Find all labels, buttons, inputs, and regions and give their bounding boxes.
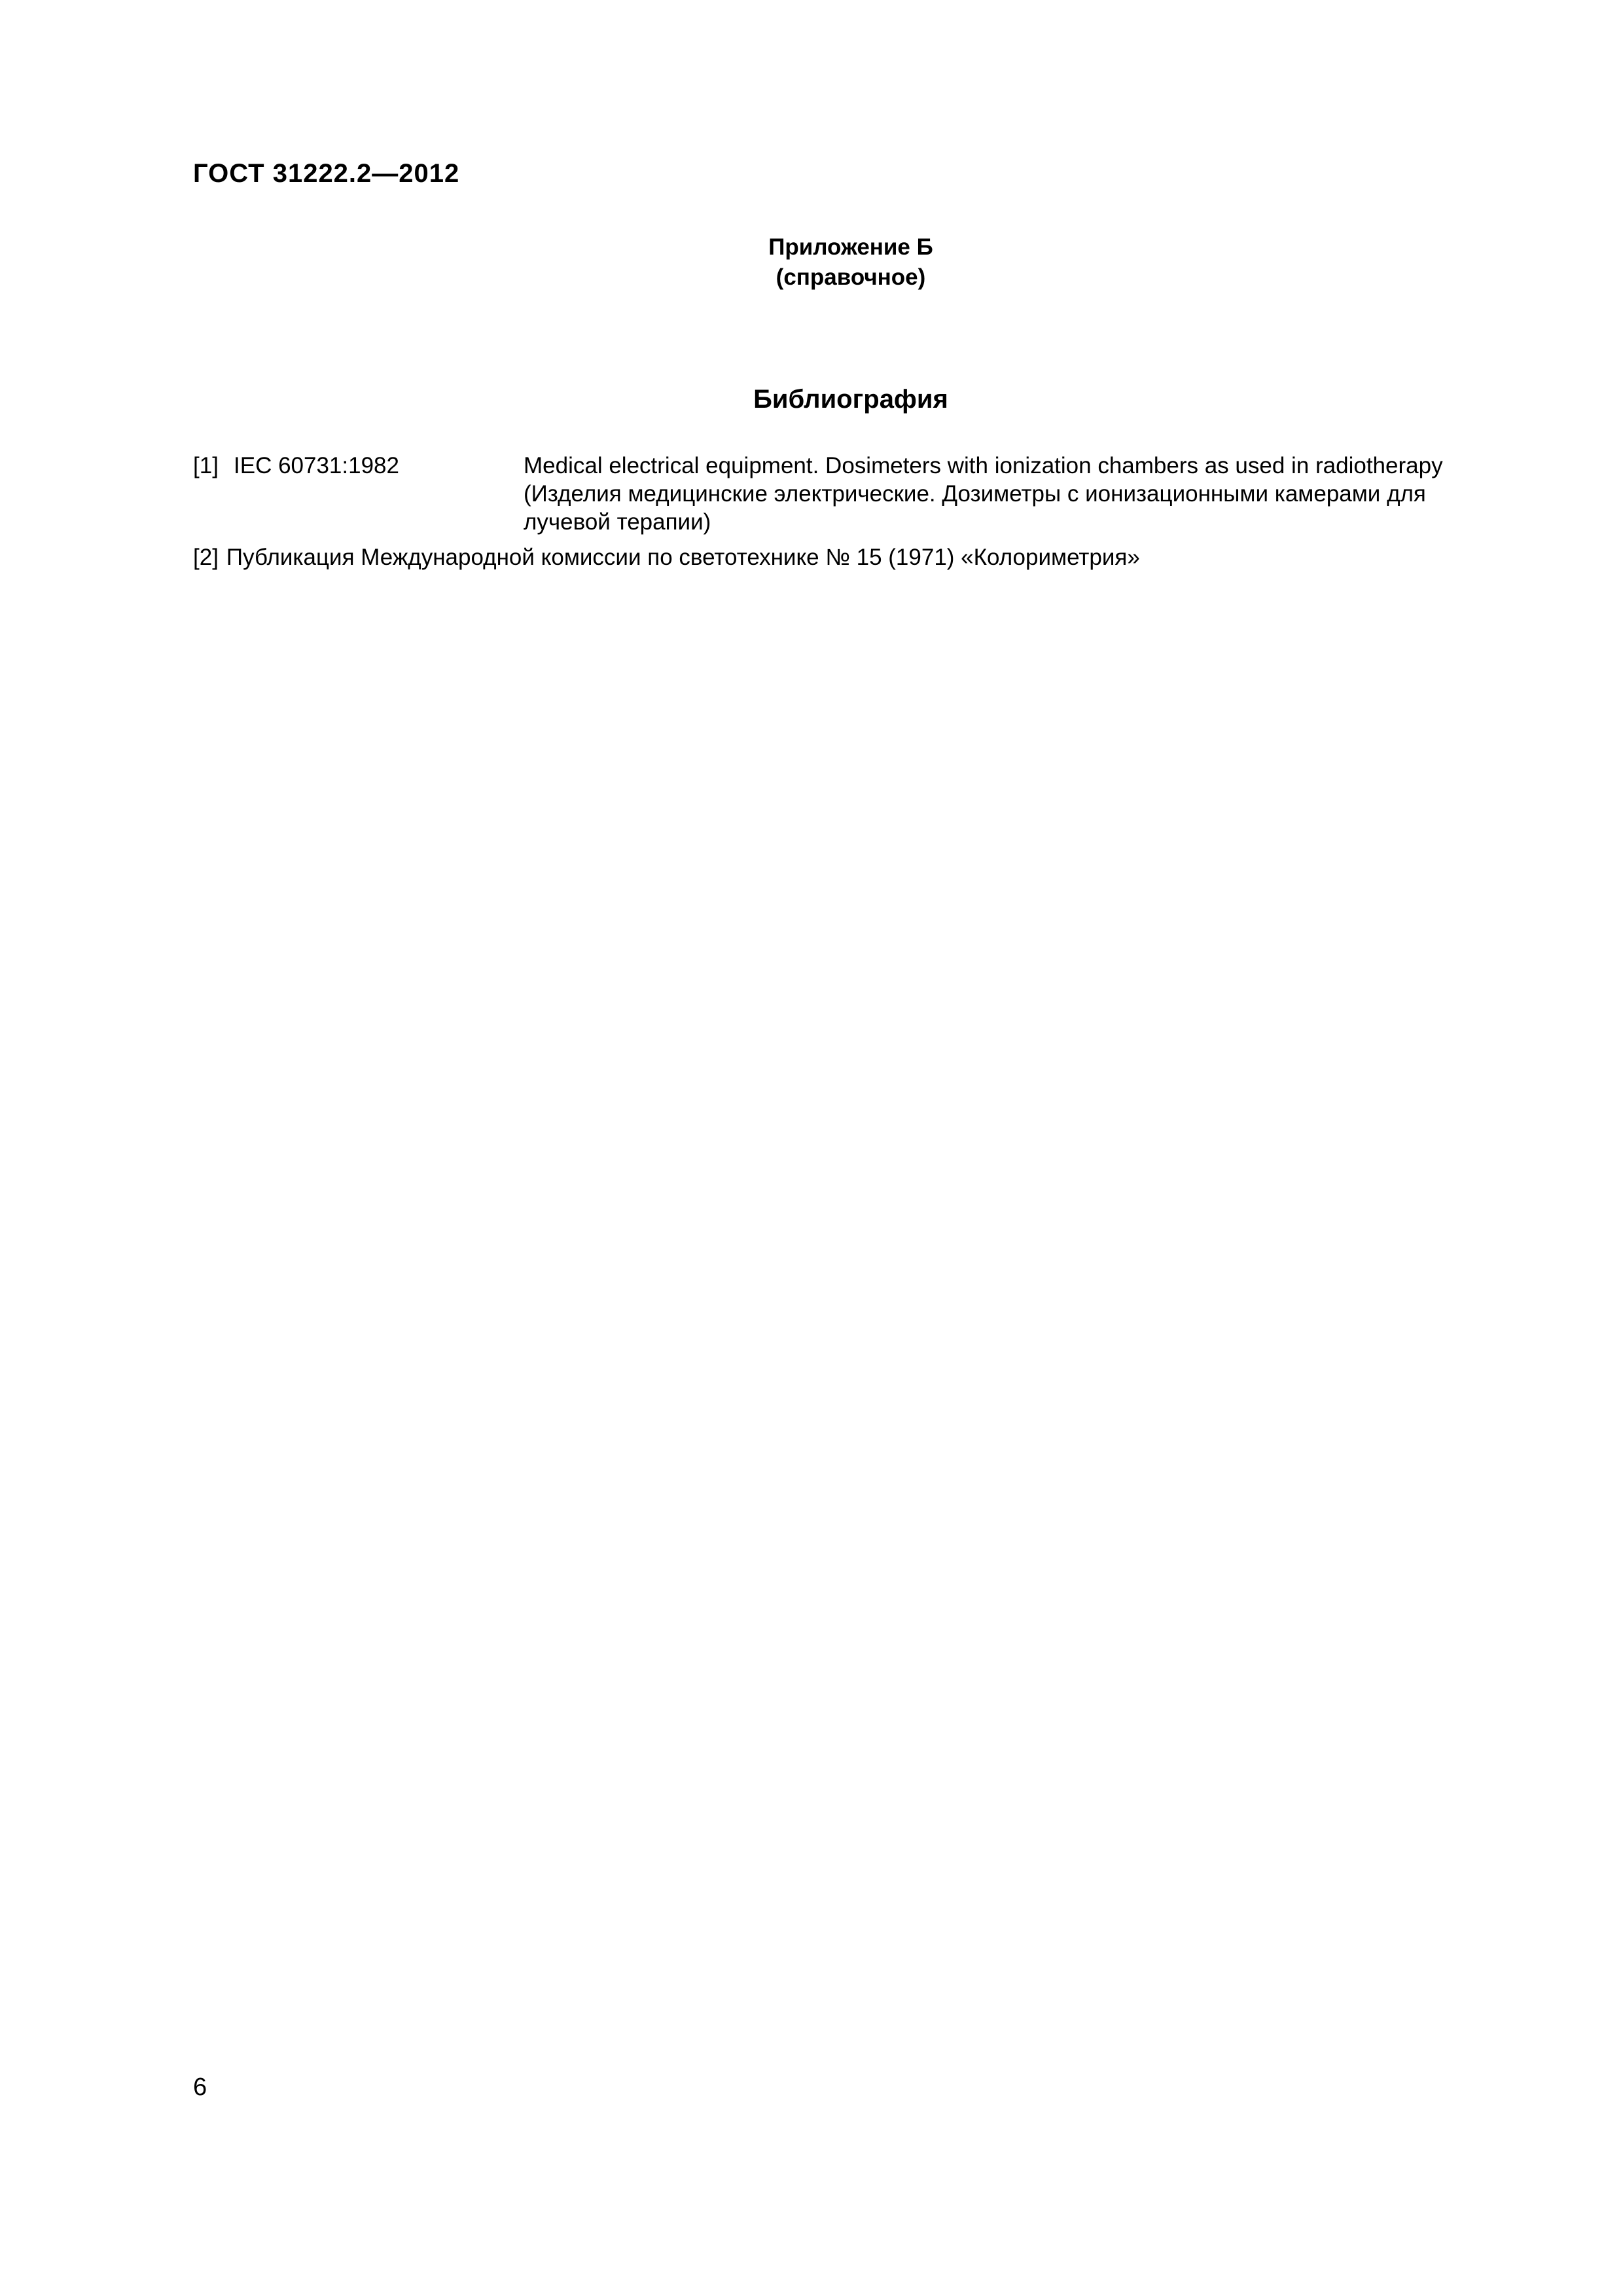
- entry-text: Medical electrical equipment. Dosimeters with ionization chambers as used in radiotherapy (Изделия медицинские электрические. Дозиметры с ионизационными камерами для лучевой терапии): [524, 453, 1443, 535]
- bibliography-entry: [193, 543, 1515, 571]
- entry-number: [1]: [193, 453, 219, 478]
- bibliography-title: Библиография: [753, 385, 948, 414]
- annex-title: Приложение Б: [768, 234, 933, 260]
- entry-number: [2]: [193, 545, 219, 570]
- annex-heading: [720, 232, 982, 293]
- entry-text: Публикация Международной комиссии по светотехнике № 15 (1971) «Колориметрия»: [226, 545, 1140, 570]
- annex-status: (справочное): [776, 264, 926, 290]
- page-number: 6: [193, 2073, 207, 2101]
- entry-code: IEC 60731:1982: [234, 453, 399, 478]
- standard-id-header: ГОСТ 31222.2—2012: [193, 159, 460, 188]
